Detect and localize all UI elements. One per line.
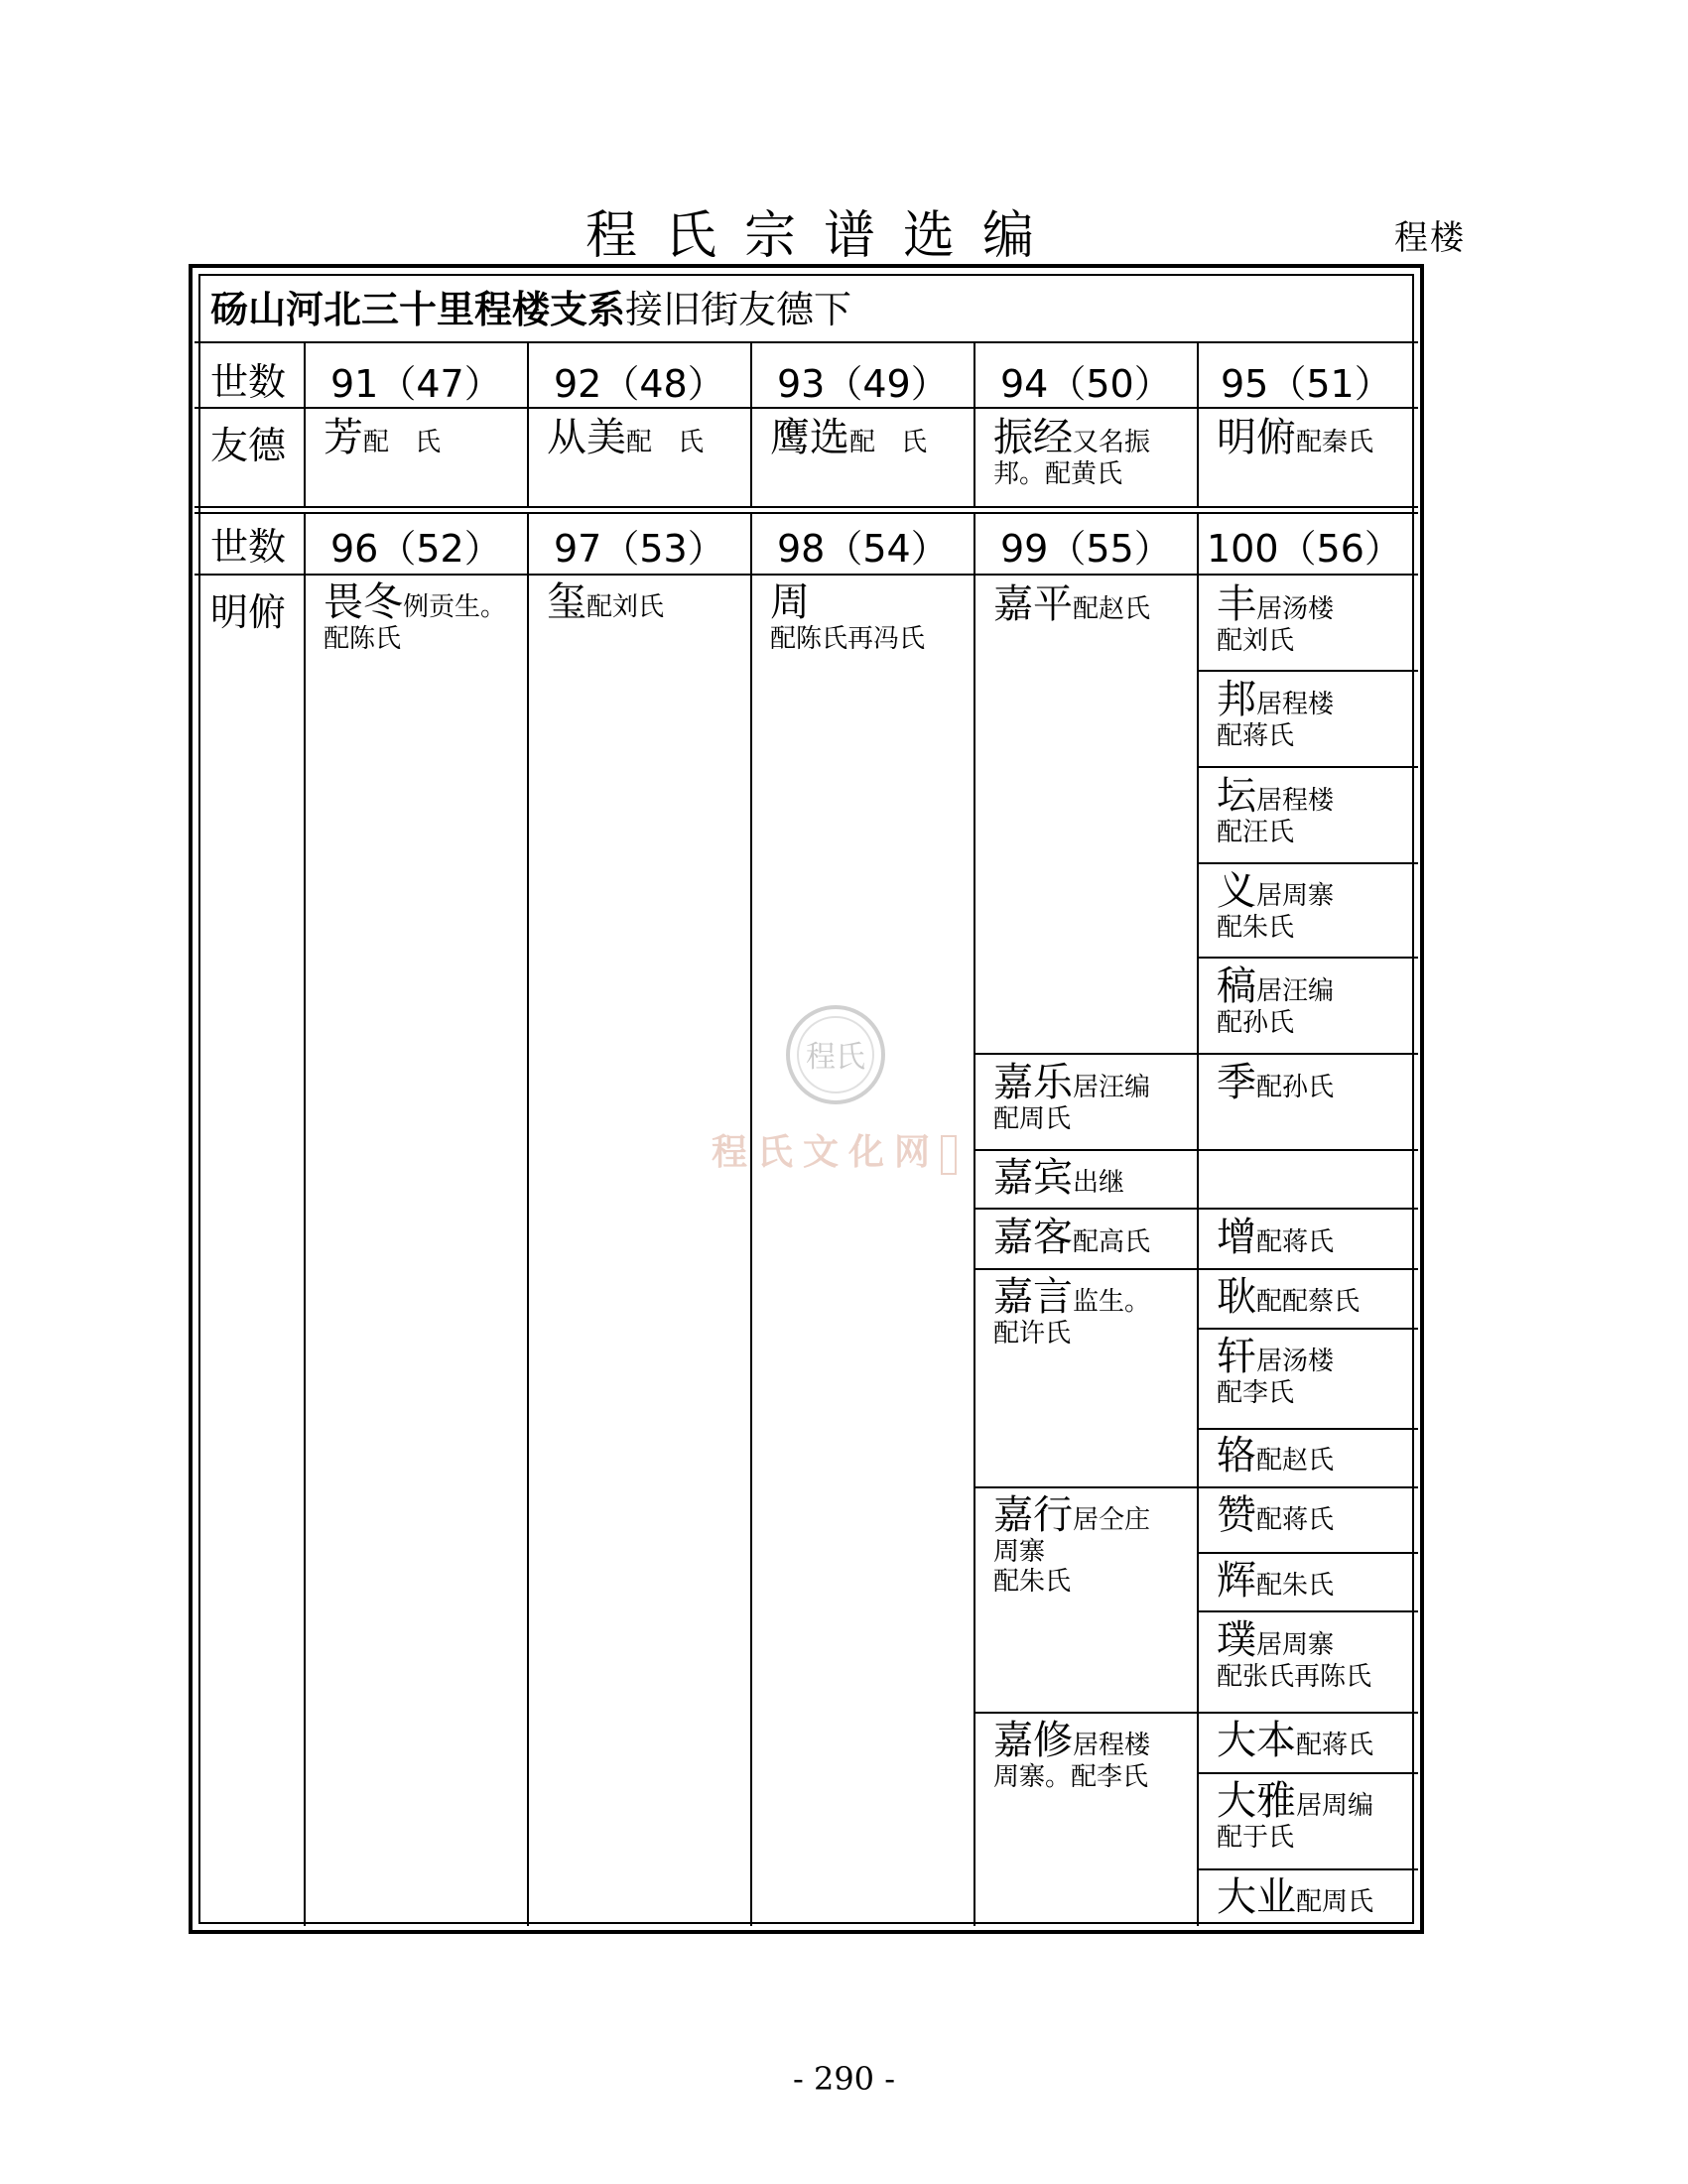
person-entry: 义居周寨 配朱氏 <box>1217 868 1335 943</box>
section-divider <box>195 506 1418 508</box>
person-entry: 嘉宾出继 <box>993 1155 1125 1201</box>
row-line <box>1197 1772 1418 1774</box>
person-entry: 玺配刘氏 <box>547 579 665 625</box>
s1-col-line <box>750 343 752 508</box>
person-entry: 坛居程楼 配汪氏 <box>1217 773 1335 847</box>
s1-ancestor: 友德 <box>210 424 287 467</box>
person-entry: 季配孙氏 <box>1217 1060 1335 1105</box>
s2-col-line <box>750 514 752 1926</box>
person-entry: 轩居汤楼 配李氏 <box>1217 1334 1335 1408</box>
s1-col-line <box>304 343 306 508</box>
s2-gen-2: 97（53） <box>554 527 725 571</box>
person-entry: 嘉行居仝庄 周寨 配朱氏 <box>993 1492 1151 1597</box>
s2-gen-5: 100（56） <box>1207 527 1402 571</box>
s2-row-label: 世数 <box>210 525 287 569</box>
row-line <box>1197 957 1418 959</box>
row-line <box>974 1149 1418 1151</box>
person-entry: 振经又名振 邦。配黄氏 <box>993 415 1151 489</box>
person-entry: 大雅居周编 配于氏 <box>1217 1778 1374 1853</box>
watermark-site-text: 程氏文化网 <box>712 1131 941 1173</box>
person-entry: 明俯配秦氏 <box>1217 415 1374 460</box>
person-entry: 赞配蒋氏 <box>1217 1492 1335 1538</box>
person-entry: 稿居汪编 配孙氏 <box>1217 964 1335 1038</box>
branch-divider <box>195 341 1418 343</box>
s2-col-line <box>527 514 529 1926</box>
person-entry: 邦居程楼 配蒋氏 <box>1217 677 1335 751</box>
s1-gen-5: 95（51） <box>1221 362 1392 406</box>
row-line <box>1197 1552 1418 1554</box>
person-entry: 周 配陈氏再冯氏 <box>770 579 926 654</box>
person-entry: 嘉平配赵氏 <box>993 581 1151 627</box>
person-entry: 嘉客配高氏 <box>993 1215 1151 1260</box>
section-divider <box>195 512 1418 514</box>
person-entry: 芳配 氏 <box>324 415 442 460</box>
s2-col-line <box>304 514 306 1926</box>
row-line <box>974 1712 1418 1714</box>
branch-title: 砀山河北三十里程楼支系 <box>210 287 626 331</box>
row-line <box>1197 862 1418 864</box>
person-entry: 鹰选配 氏 <box>770 415 928 460</box>
person-entry: 嘉乐居汪编 配周氏 <box>993 1060 1151 1134</box>
corner-label: 程楼 <box>1394 218 1466 258</box>
s1-col-line <box>527 343 529 508</box>
person-entry: 丰居汤楼 配刘氏 <box>1217 581 1335 656</box>
person-entry: 嘉言监生。 配许氏 <box>993 1274 1151 1349</box>
page-title: 程氏宗谱选编 <box>585 206 1063 266</box>
s1-row-label: 世数 <box>210 360 287 404</box>
row-line <box>974 1486 1418 1488</box>
watermark-seal-icon <box>712 997 960 1196</box>
row-line <box>1197 1868 1418 1870</box>
s1-col-line <box>974 343 975 508</box>
row-line <box>1197 1328 1418 1330</box>
s2-header-line <box>195 574 1418 576</box>
person-entry: 璞居周寨 配张氏再陈氏 <box>1217 1617 1372 1692</box>
s1-col-line <box>1197 343 1199 508</box>
row-line <box>1197 1428 1418 1430</box>
s1-gen-3: 93（49） <box>777 362 949 406</box>
watermark-seal-text: 程氏 <box>806 1040 865 1075</box>
branch-heading <box>202 278 1407 341</box>
s1-gen-2: 92（48） <box>554 362 725 406</box>
s2-col-line <box>1197 514 1199 1926</box>
row-line <box>974 1268 1418 1270</box>
s2-gen-4: 99（55） <box>1000 527 1172 571</box>
row-line <box>1197 1610 1418 1612</box>
person-entry: 辉配朱氏 <box>1217 1558 1335 1604</box>
s1-gen-1: 91（47） <box>330 362 502 406</box>
branch-subtitle: 接旧街友德下 <box>625 288 852 331</box>
person-entry: 大本配蒋氏 <box>1217 1718 1374 1763</box>
page-number: - 290 - <box>792 2060 896 2098</box>
s1-gen-4: 94（50） <box>1000 362 1172 406</box>
person-entry: 增配蒋氏 <box>1217 1215 1335 1260</box>
s2-gen-1: 96（52） <box>330 527 502 571</box>
row-line <box>1197 766 1418 768</box>
person-entry: 畏冬例贡生。 配陈氏 <box>324 579 507 654</box>
s2-ancestor: 明俯 <box>210 590 287 634</box>
row-line <box>974 1208 1418 1210</box>
s2-gen-3: 98（54） <box>777 527 949 571</box>
person-entry: 耿配配蔡氏 <box>1217 1274 1361 1320</box>
row-line <box>974 1053 1418 1055</box>
row-line <box>1197 670 1418 672</box>
person-entry: 嘉修居程楼 周寨。配李氏 <box>993 1718 1151 1792</box>
person-entry: 辂配赵氏 <box>1217 1433 1335 1478</box>
person-entry: 从美配 氏 <box>547 415 705 460</box>
s2-col-line <box>974 514 975 1926</box>
person-entry: 大业配周氏 <box>1217 1874 1374 1920</box>
